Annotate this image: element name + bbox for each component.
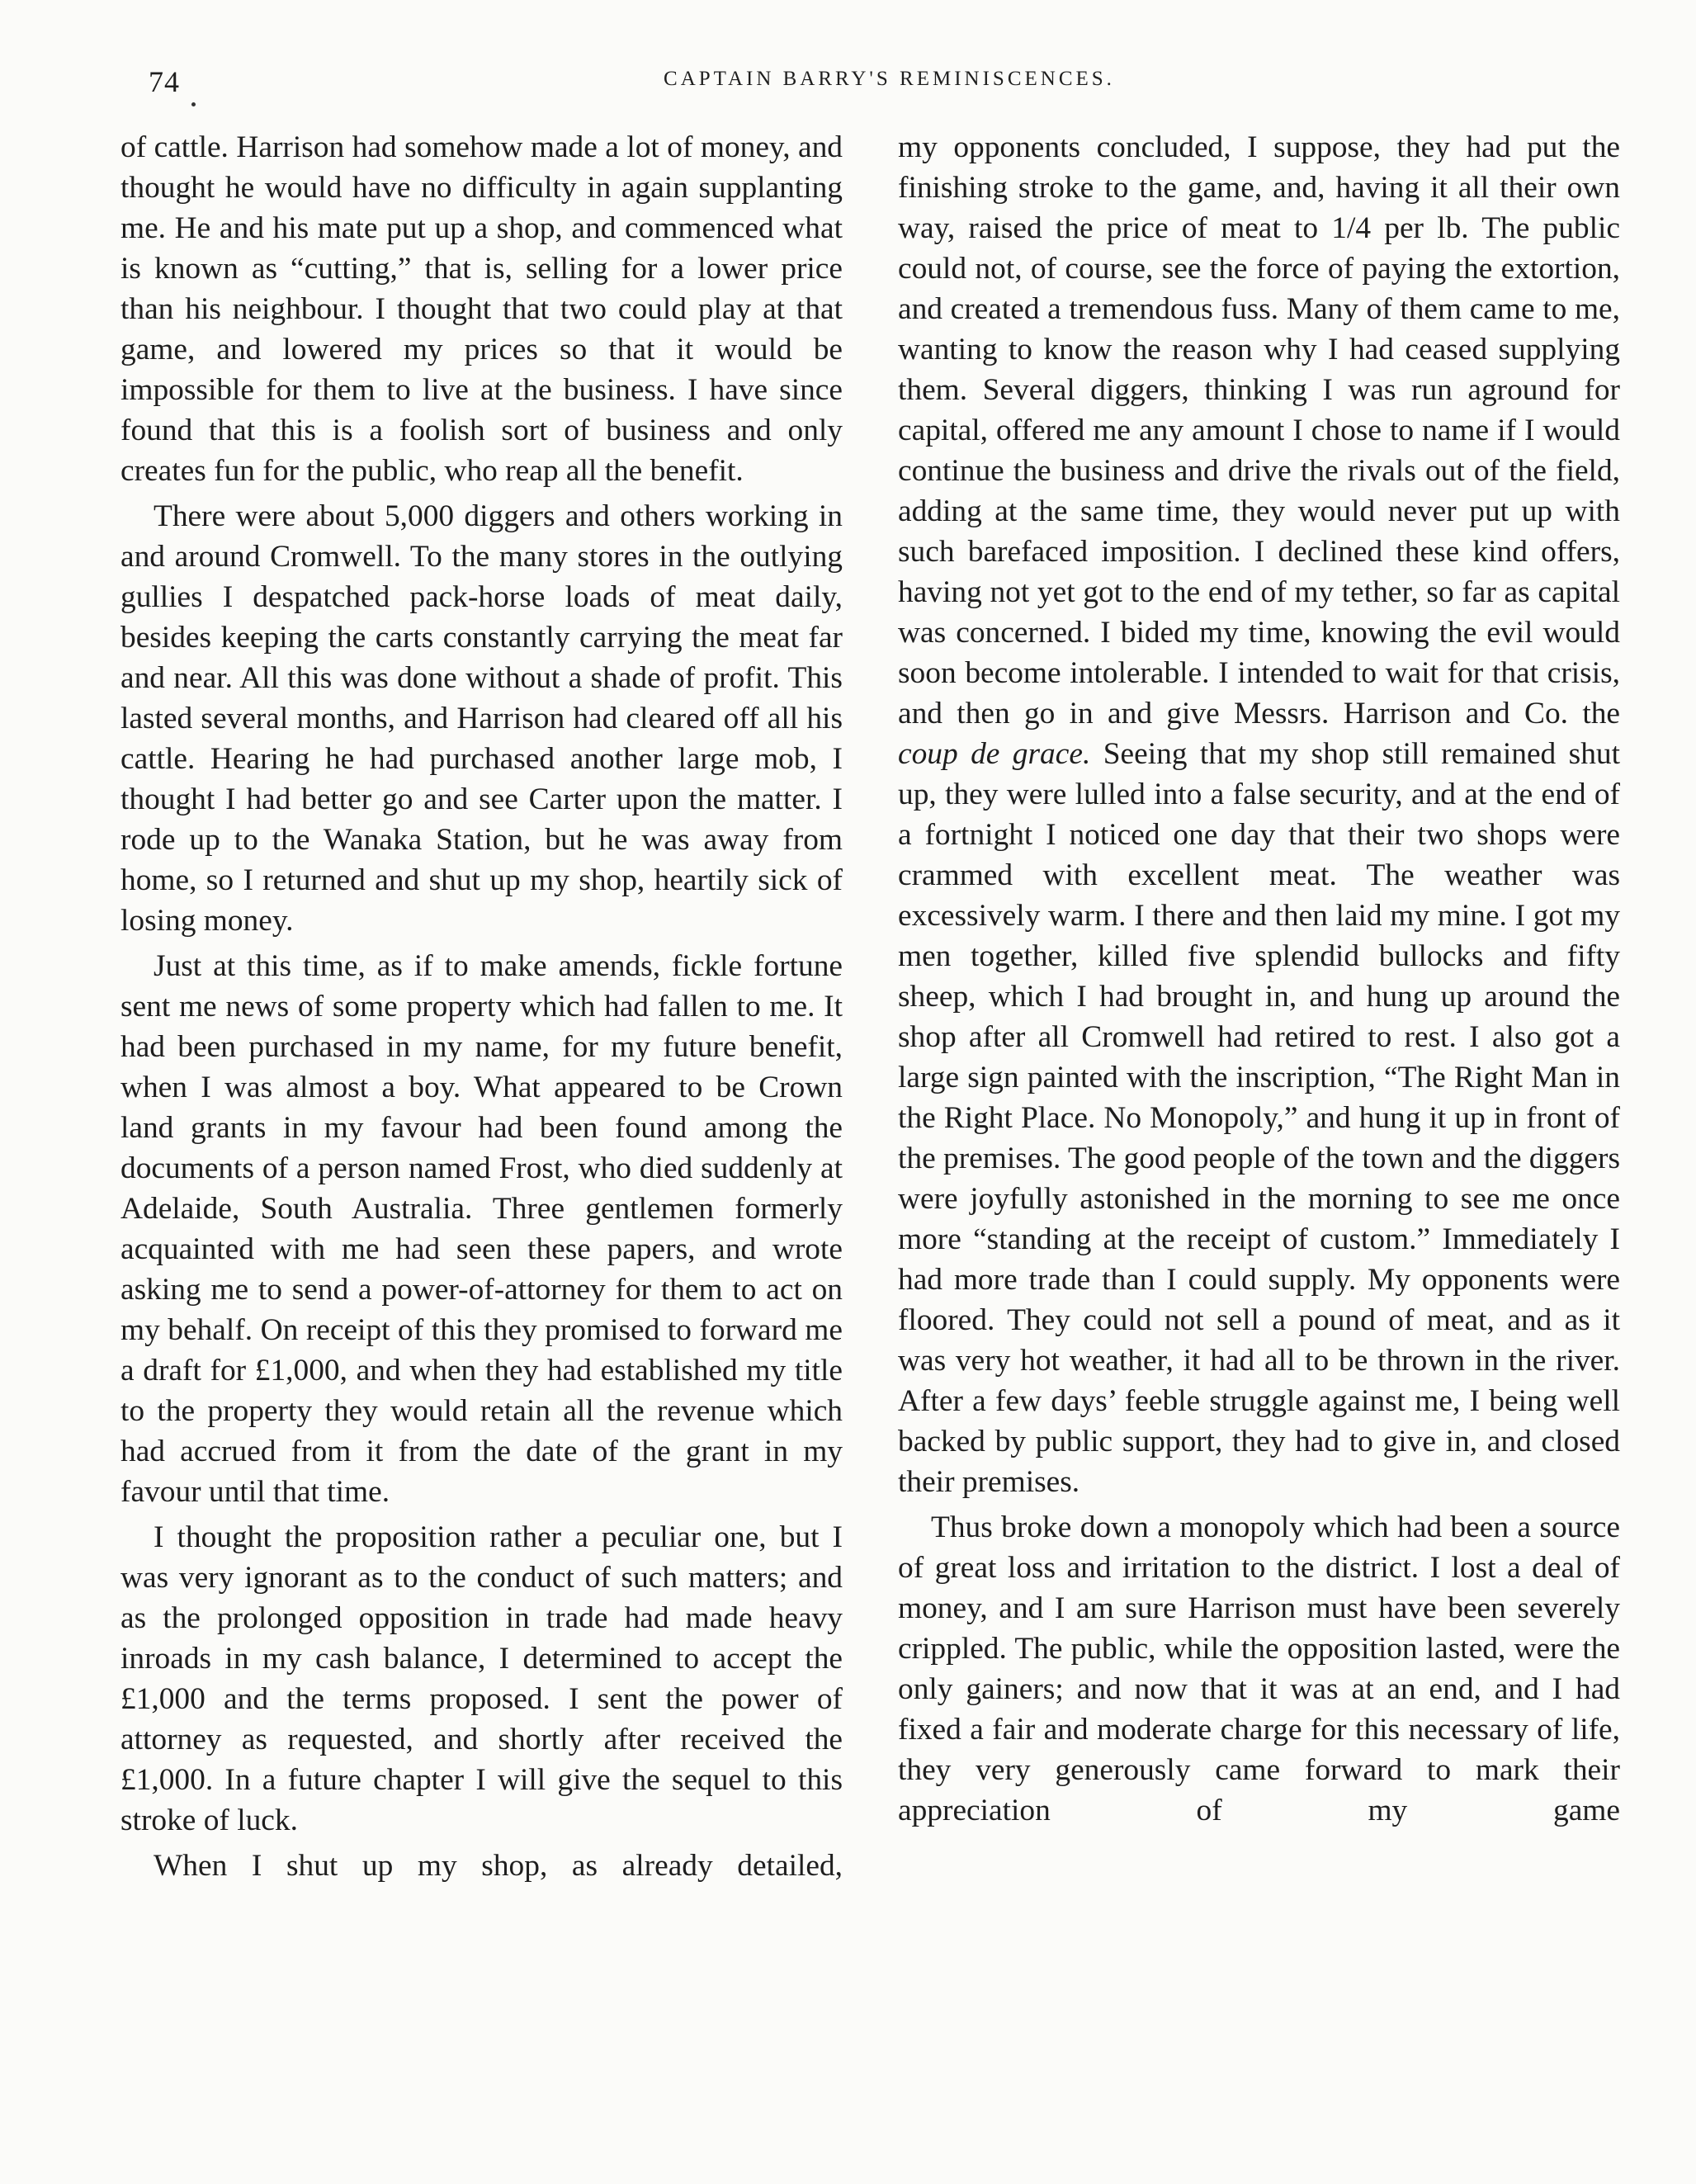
left-text-column	[120, 127, 843, 1891]
paragraph: Just at this time, as if to make amends, fickle fortune sent me news of some property which had fallen to me. It had been purchased in my name, for my future benefit, when I was almost a boy. What appeared to be Crown land grants in my favour had been found among the documents of a person named Frost, who died suddenly at Adelaide, South Australia. Three gentlemen formerly acquainted with me had seen these papers, and wrote asking me to send a power-of-attorney for them to act on my behalf. On receipt of this they promised to forward me a draft for £1,000, and when they had established my title to the property they would retain all the revenue which had accrued from it from the date of the grant in my favour until that time.	[120, 949, 843, 1509]
paragraph-text: my opponents concluded, I suppose, they had put the finishing stroke to the game, and, having it all their own way, raised the price of meat to 1/4 per lb. The public could not, of course, see the force of paying the extortion, and created a tremendous fuss. Many of them came to me, wanting to know the reason why I had ceased supplying them. Several diggers, thinking I was run aground for capital, offered me any amount I chose to name if I would continue the business and drive the rivals out of the field, adding at the same time, they would never put up with such barefaced imposition. I declined these kind offers, having not yet got to the end of my tether, so far as capital was concerned. I bided my time, knowing the evil would soon become intolerable. I intended to wait for that crisis, and then go in and give Messrs. Harrison and Co. the	[898, 130, 1620, 730]
paragraph	[898, 127, 1620, 1502]
right-text-column	[898, 127, 1620, 1836]
paragraph: I thought the proposition rather a peculiar one, but I was very ignorant as to the conduct of such matters; and as the prolonged opposition in trade had made heavy inroads in my cash balance, I determined to accept the £1,000 and the terms proposed. I sent the power of attorney as requested, and shortly after received the £1,000. In a future chapter I will give the sequel to this stroke of luck.	[120, 1520, 843, 1837]
running-title: CAPTAIN BARRY'S REMINISCENCES.	[664, 68, 1115, 90]
paragraph: of cattle. Harrison had somehow made a lot of money, and thought he would have no difficulty in again supplanting me. He and his mate put up a shop, and commenced what is known as “cutting,” that is, selling for a lower price than his neighbour. I thought that two could play at that game, and lowered my prices so that it would be impossible for them to live at the business. I have since found that this is a foolish sort of business and only creates fun for the public, who reap all the benefit.	[120, 130, 843, 488]
page-header	[149, 64, 1630, 106]
page-number: 74	[149, 65, 180, 98]
paragraph: There were about 5,000 diggers and others working in and around Cromwell. To the many stores in the outlying gullies I despatched pack-horse loads of meat daily, besides keeping the carts constantly carrying the meat far and near. All this was done without a shade of profit. This lasted several months, and Harrison had cleared off all his cattle. Hearing he had purchased another large mob, I thought I had better go and see Carter upon the matter. I rode up to the Wanaka Station, but he was away from home, so I returned and shut up my shop, heartily sick of losing money.	[120, 499, 843, 938]
ink-speck	[191, 102, 196, 106]
italic-phrase: coup de grace.	[898, 737, 1091, 771]
paragraph: When I shut up my shop, as already detailed,	[154, 1849, 843, 1883]
paragraph-text: Seeing that my shop still remained shut up, they were lulled into a false security, and at the end of a fortnight I noticed one day that their two shops were crammed with excellent meat. The weather was excessively warm. I there and then laid my mine. I got my men together, killed five splendid bullocks and fifty sheep, which I had brought in, and hung up around the shop after all Cromwell had retired to rest. I also got a large sign painted with the inscription, “The Right Man in the Right Place. No Monopoly,” and hung it up in front of the premises. The good people of the town and the diggers were joyfully astonished in the morning to see me once more “standing at the receipt of custom.” Immediately I had more trade than I could supply. My opponents were floored. They could not sell a pound of meat, and as it was very hot weather, it had all to be thrown in the river. After a few days’ feeble struggle against me, I being well backed by public support, they had to give in, and closed their premises.	[898, 737, 1621, 1499]
paragraph: Thus broke down a monopoly which had been a source of great loss and irritation to the district. I lost a deal of money, and I am sure Harrison must have been severely crippled. The public, while the opposition lasted, were the only gainers; and now that it was at an end, and I had fixed a fair and moderate charge for this necessary of life, they very generously came forward to mark their appreciation of my game	[898, 1510, 1620, 1827]
